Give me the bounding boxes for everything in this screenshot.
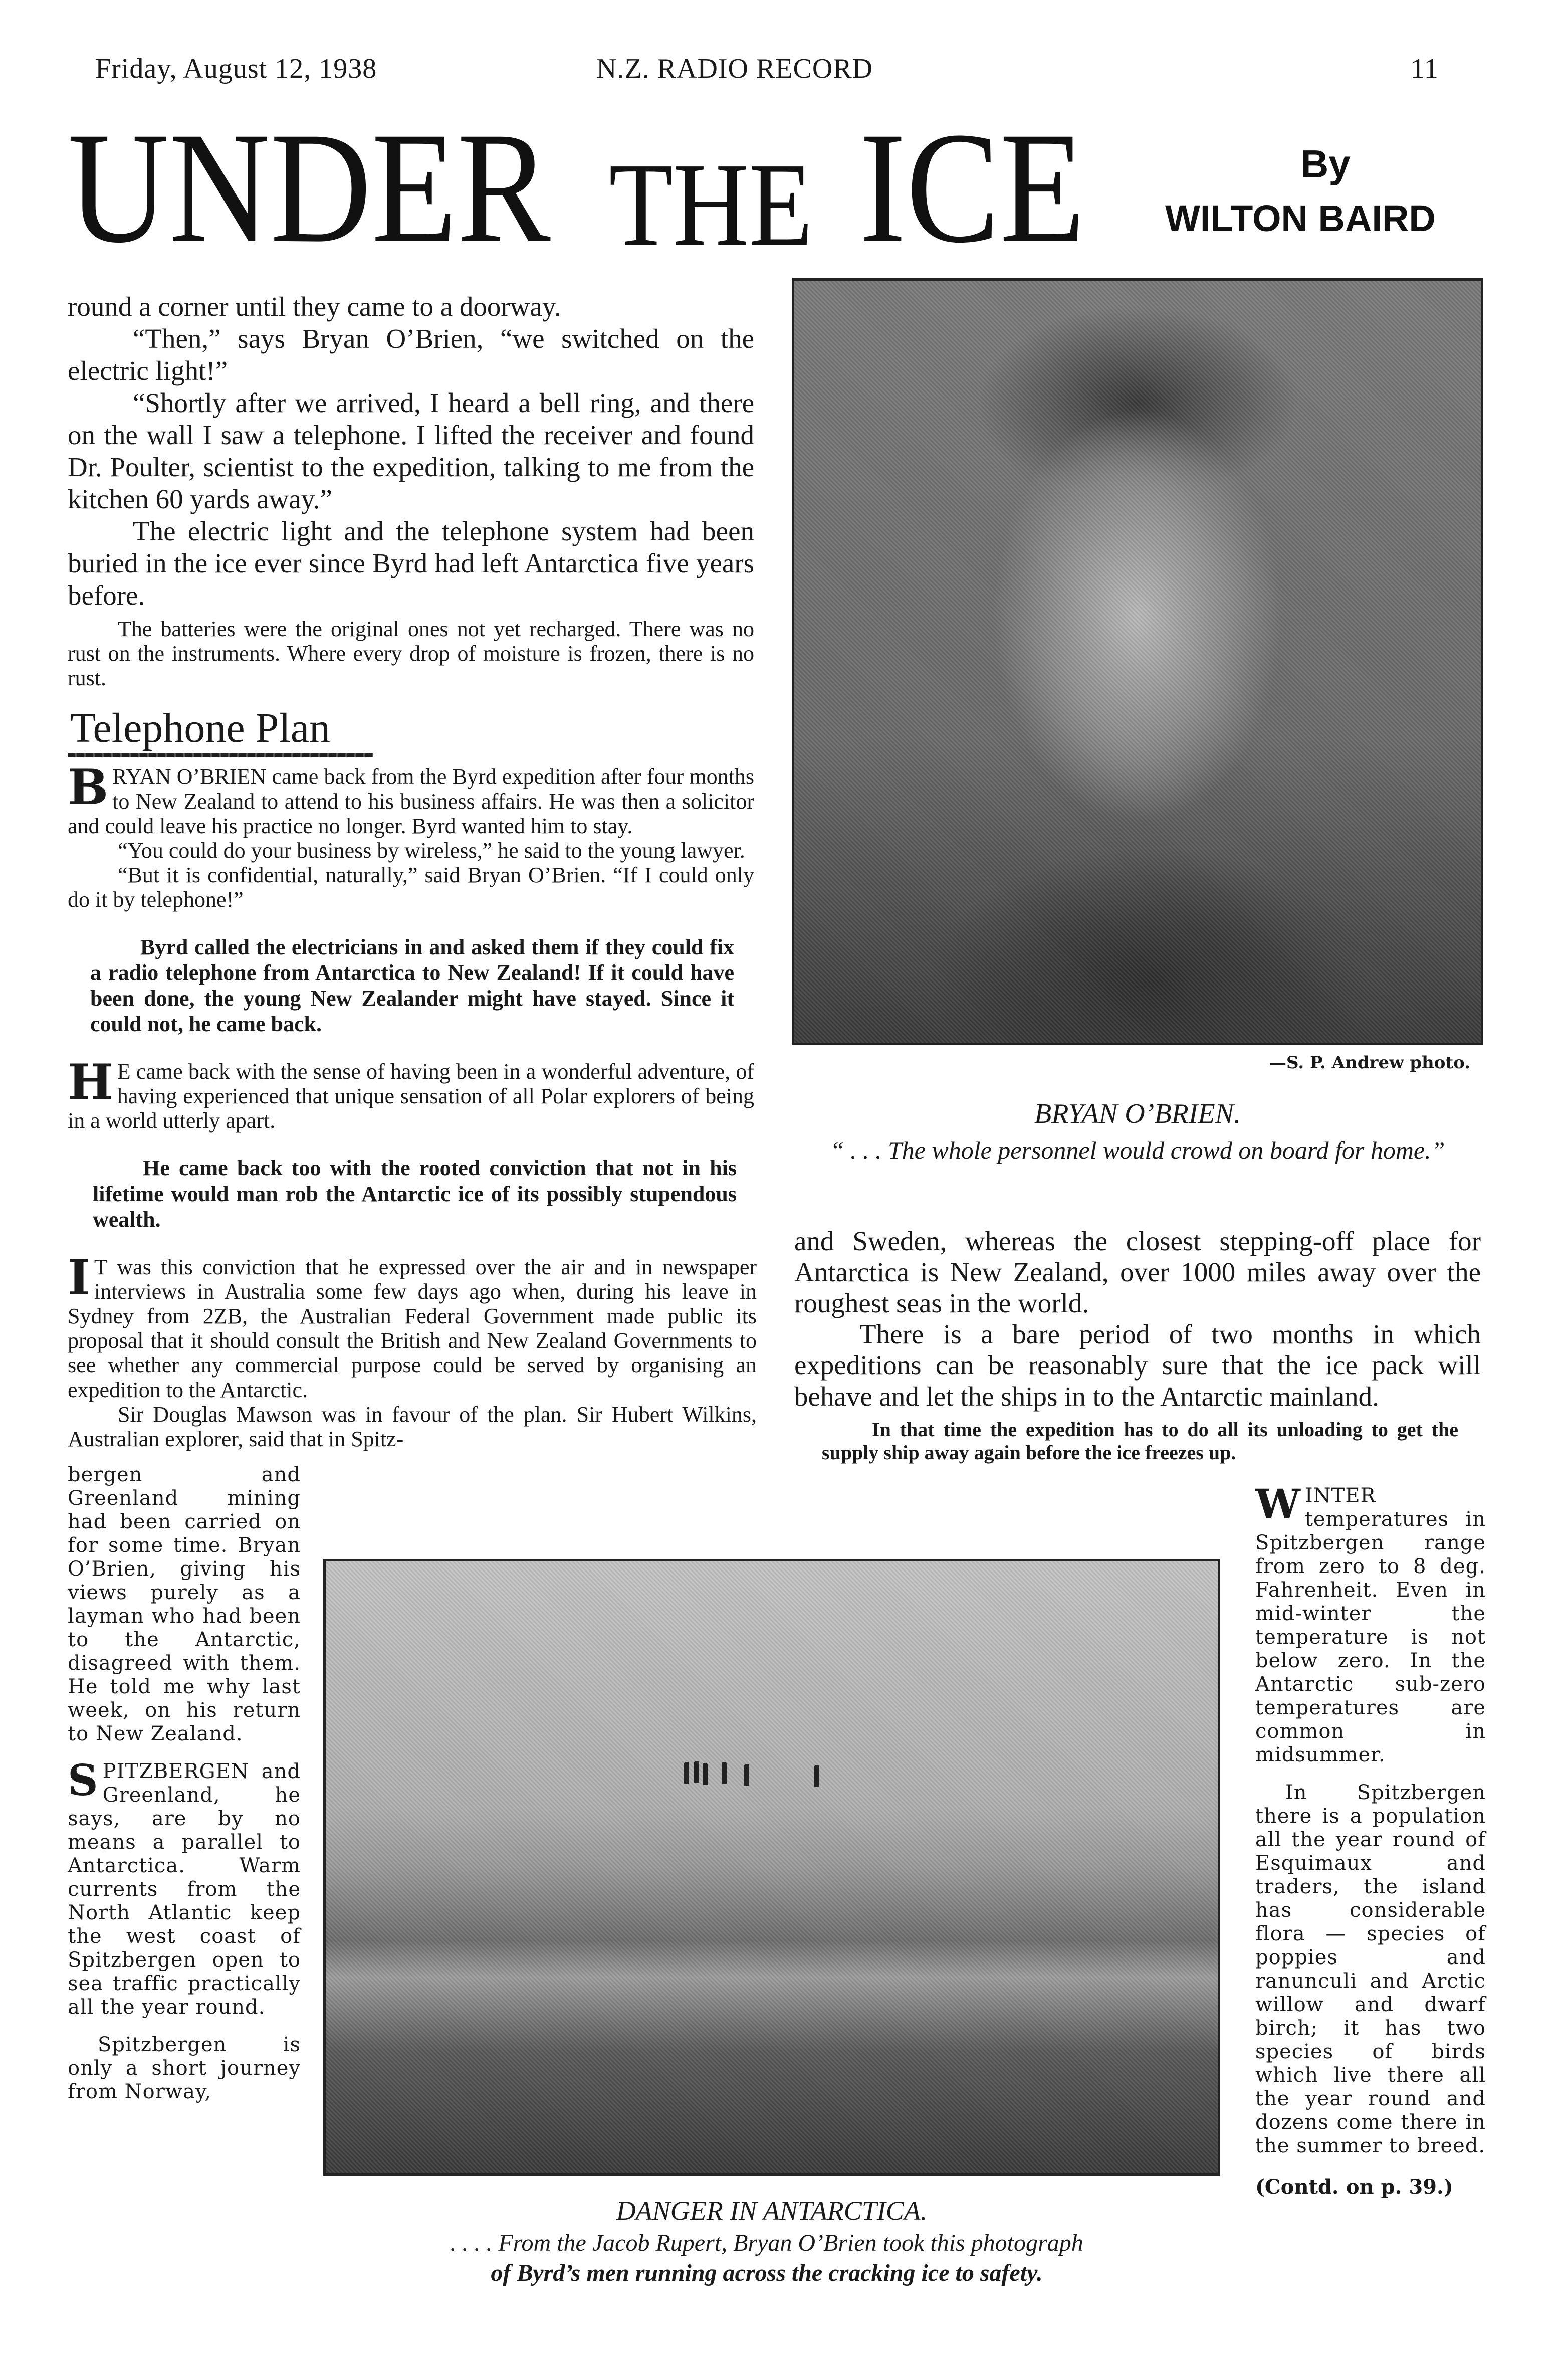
- halftone-texture: [326, 1561, 1218, 2173]
- paragraph: and Sweden, whereas the closest stepping-off place for Antarctica is New Zealand, over 1000 miles away over the roughest seas in the world.: [794, 1226, 1481, 1318]
- narrow-right-column: [1255, 1480, 1486, 2172]
- ice-photo: [323, 1559, 1220, 2176]
- paragraph: In that time the expedition has to do all its unloading to get the supply ship away again before the ice freezes up.: [822, 1418, 1458, 1464]
- portrait-photo: [792, 278, 1483, 1045]
- paragraph-text: E came back with the sense of having been in a wonderful adventure, of having experienced that unique sensation of all Polar explorers of being in a world utterly apart.: [68, 1059, 754, 1133]
- page-number: 11: [1411, 53, 1439, 84]
- paragraph: Byrd called the electricians in and asked them if they could fix a radio telephone from Antarctica to New Zealand! If it could have been done, the young New Zealander might have stayed. Since it could not, he came back.: [90, 935, 734, 1037]
- paragraph-text: T was this conviction that he expressed over the air and in newspaper interviews in Australia some few days ago when, during his leave in Sydney from 2ZB, the Australian Federal Government made public its proposal that it should consult the British and New Zealand Governments to see whether any commercial purpose could be served by organising an expedition to the Antarctic.: [68, 1255, 757, 1403]
- narrow-left-column: [68, 1463, 301, 2118]
- headline-the: THE: [609, 139, 813, 271]
- drop-cap: H: [68, 1054, 113, 1111]
- paragraph: Spitzbergen is only a short journey from Norway,: [68, 2033, 301, 2104]
- ice-photo-caption-line2: of Byrd’s men running across the cracking ice to safety.: [491, 2260, 1043, 2286]
- person-figure: [703, 1763, 708, 1785]
- bryan-section: [68, 759, 754, 912]
- right-column-text: [794, 1226, 1481, 1412]
- bold-paragraph-conviction: [93, 1155, 737, 1232]
- paragraph: There is a bare period of two months in which expeditions can be reasonably sure that the ice pack will behave and let the ships in to the Antarctic mainland.: [794, 1319, 1481, 1412]
- drop-cap: B: [68, 759, 109, 816]
- bold-paragraph-unloading: [822, 1418, 1458, 1464]
- intro-text: [68, 291, 754, 612]
- paragraph-text: PITZBERGEN and Greenland, he says, are by no means a parallel to Antarctica. Warm currents from the North Atlantic keep the west coast of Spitzbergen open to sea traffic practically all the year round.: [68, 1760, 301, 2019]
- paragraph: “But it is confidential, naturally,” said Bryan O’Brien. “If I could only do it by telephone!”: [68, 863, 754, 912]
- drop-cap: S: [68, 1755, 99, 1806]
- drop-cap: W: [1255, 1480, 1301, 1527]
- bold-paragraph-electricians: [90, 934, 734, 1037]
- issue-date: Friday, August 12, 1938: [95, 53, 377, 84]
- person-figure: [814, 1765, 819, 1787]
- paragraph: “You could do your business by wireless,” he said to the young lawyer.: [118, 838, 745, 863]
- ice-photo-title: DANGER IN ANTARCTICA.: [616, 2196, 928, 2226]
- byline-author: WILTON BAIRD: [1165, 198, 1436, 239]
- portrait-caption-name: BRYAN O’BRIEN.: [1034, 1098, 1241, 1129]
- it-section: [68, 1249, 757, 1452]
- paragraph: The electric light and the telephone system had been buried in the ice ever since Byrd had left Antarctica five years before.: [68, 516, 754, 611]
- paragraph-text: RYAN O’BRIEN came back from the Byrd expedition after four months to New Zealand to attend to his business affairs. He was then a solicitor and could leave his practice no longer. Byrd wanted him to stay.: [68, 764, 754, 839]
- heading-rule: [68, 753, 373, 757]
- paragraph: Sir Douglas Mawson was in favour of the plan. Sir Hubert Wilkins, Australian explorer, said that in Spitz-: [68, 1402, 757, 1452]
- person-figure: [684, 1762, 689, 1784]
- portrait-caption-quote: “ . . . The whole personnel would crowd on board for home.”: [830, 1136, 1445, 1164]
- halftone-texture: [794, 281, 1481, 1043]
- headline-under: UNDER: [68, 99, 551, 276]
- paragraph: round a corner until they came to a doorway.: [68, 291, 561, 322]
- person-figure: [694, 1761, 699, 1783]
- section-heading: Telephone Plan: [70, 705, 330, 751]
- paragraph: He came back too with the rooted conviction that not in his lifetime would man rob the Antarctic ice of its possibly stupendous wealth.: [93, 1156, 737, 1232]
- drop-cap: I: [68, 1249, 90, 1306]
- paragraph-text: INTER temperatures in Spitzbergen range from zero to 8 deg. Fahrenheit. Even in mid-winter the temperature is not below zero. In the Antarctic sub-zero temperatures are common in midsummer.: [1255, 1484, 1486, 1766]
- headline-ice: ICE: [859, 99, 1085, 276]
- byline-by: By: [1300, 142, 1351, 186]
- ice-photo-caption-line1: . . . . From the Jacob Rupert, Bryan O’Brien took this photograph: [450, 2230, 1083, 2256]
- paragraph: In Spitzbergen there is a population all the year round of Esquimaux and traders, the island has considerable flora — species of poppies and ranunculi and Arctic willow and dwarf birch; it has two species of birds which live there all the year round and dozens come there in the summer to breed.: [1255, 1781, 1486, 2157]
- he-section: [68, 1054, 754, 1133]
- batteries-text: [68, 617, 754, 690]
- photo-credit: —S. P. Andrew photo.: [1269, 1053, 1470, 1073]
- publication-name: N.Z. RADIO RECORD: [596, 53, 873, 84]
- person-figure: [722, 1762, 727, 1784]
- person-figure: [744, 1764, 749, 1786]
- paragraph: The batteries were the original ones not yet recharged. There was no rust on the instruments. Where every drop of moisture is frozen, there is no rust.: [68, 617, 754, 690]
- paragraph: bergen and Greenland mining had been carried on for some time. Bryan O’Brien, giving his views purely as a layman who had been to the Antarctic, disagreed with them. He told me why last week, on his return to New Zealand.: [68, 1463, 301, 1746]
- paragraph: “Then,” says Bryan O’Brien, “we switched on the electric light!”: [68, 323, 754, 386]
- continued-on-link[interactable]: (Contd. on p. 39.): [1255, 2175, 1453, 2199]
- paragraph: “Shortly after we arrived, I heard a bell ring, and there on the wall I saw a telephone. I lifted the receiver and found Dr. Poulter, scientist to the expedition, talking to me from the kitchen 60 yards away.”: [68, 387, 754, 514]
